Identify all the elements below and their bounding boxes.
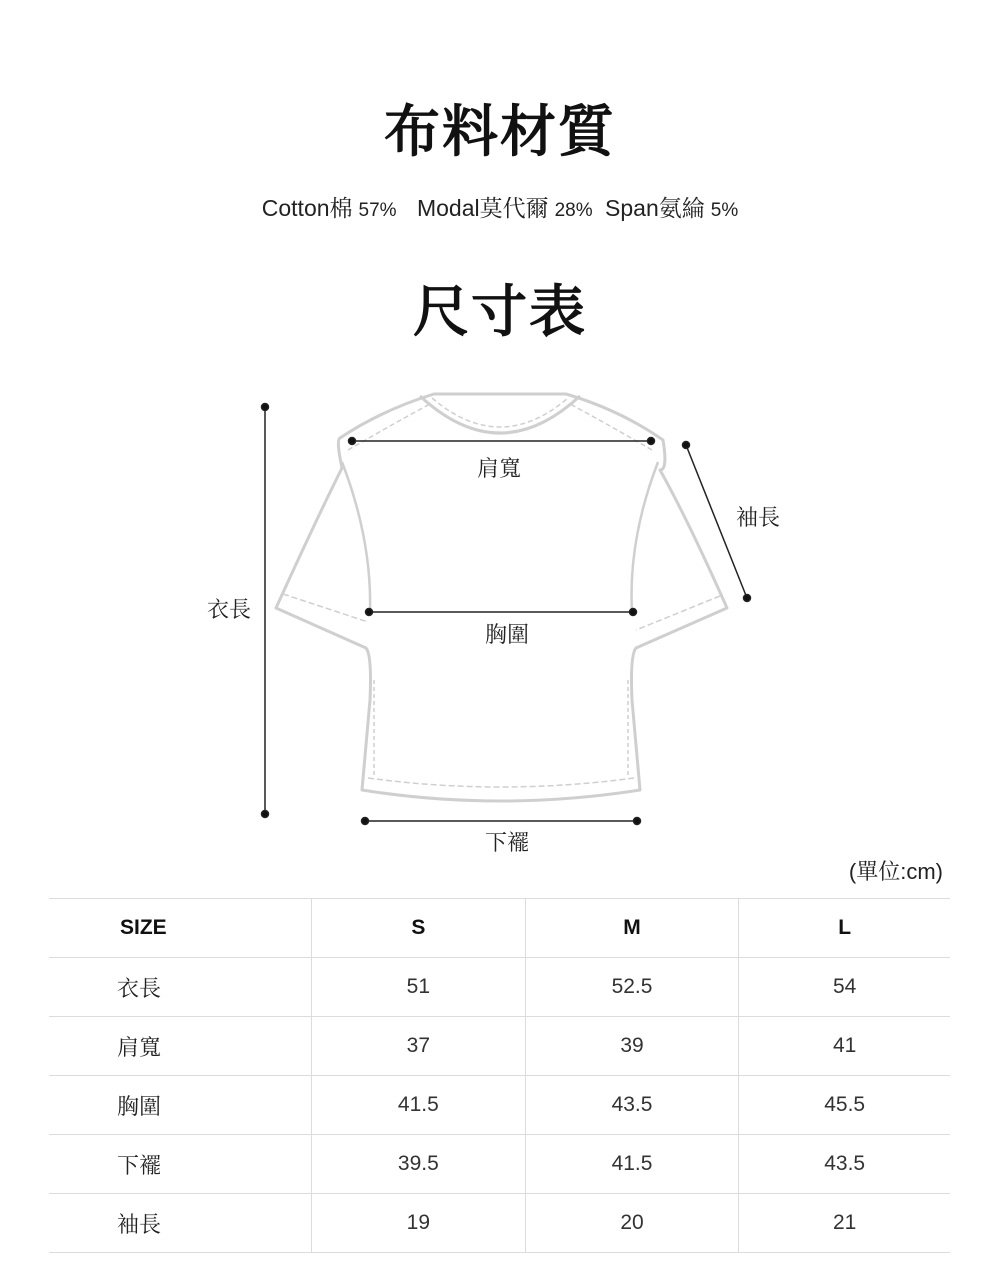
table-cell: 54 (739, 958, 950, 1017)
table-cell: 41.5 (312, 1076, 526, 1135)
unit-note: (單位:cm) (848, 859, 943, 884)
table-cell: 39.5 (312, 1135, 526, 1194)
row-label: 胸圍 (49, 1076, 312, 1135)
material-name: Cotton棉 (261, 195, 353, 221)
row-label: 下襬 (49, 1135, 312, 1194)
table-cell: 45.5 (739, 1076, 950, 1135)
table-header-row (49, 899, 950, 958)
table-row (49, 1135, 950, 1194)
sleeve-label: 袖長 (736, 506, 781, 531)
table-row (49, 1194, 950, 1253)
table-row (49, 1076, 950, 1135)
hem-label: 下襬 (485, 831, 530, 856)
chest-label: 胸圍 (485, 623, 530, 648)
material-name: Modal莫代爾 (416, 195, 549, 221)
table-header: L (739, 899, 950, 958)
table-cell: 43.5 (739, 1135, 950, 1194)
table-row (49, 958, 950, 1017)
material-percent: 28% (554, 200, 593, 221)
table-cell: 51 (312, 958, 526, 1017)
fabric-title: 布料材質 (384, 100, 616, 165)
length-label: 衣長 (207, 598, 252, 623)
fabric-composition (0, 190, 1000, 223)
table-cell: 19 (312, 1194, 526, 1253)
table-cell: 52.5 (525, 958, 739, 1017)
row-label: 袖長 (49, 1194, 312, 1253)
table-header: S (312, 899, 526, 958)
table-cell: 43.5 (525, 1076, 739, 1135)
size-table (49, 898, 950, 1253)
shoulder-label: 肩寬 (477, 457, 522, 482)
material-percent: 5% (710, 200, 739, 221)
tshirt-measurement-diagram (0, 380, 1000, 860)
table-cell: 21 (739, 1194, 950, 1253)
size-chart-title: 尺寸表 (413, 280, 587, 345)
table-cell: 41.5 (525, 1135, 739, 1194)
table-header: M (525, 899, 739, 958)
row-label: 肩寬 (49, 1017, 312, 1076)
table-row (49, 1017, 950, 1076)
table-header: SIZE (49, 899, 312, 958)
table-cell: 37 (312, 1017, 526, 1076)
material-percent: 57% (358, 200, 397, 221)
table-cell: 39 (525, 1017, 739, 1076)
material-name: Span氨綸 (605, 195, 705, 221)
row-label: 衣長 (49, 958, 312, 1017)
table-cell: 41 (739, 1017, 950, 1076)
table-cell: 20 (525, 1194, 739, 1253)
